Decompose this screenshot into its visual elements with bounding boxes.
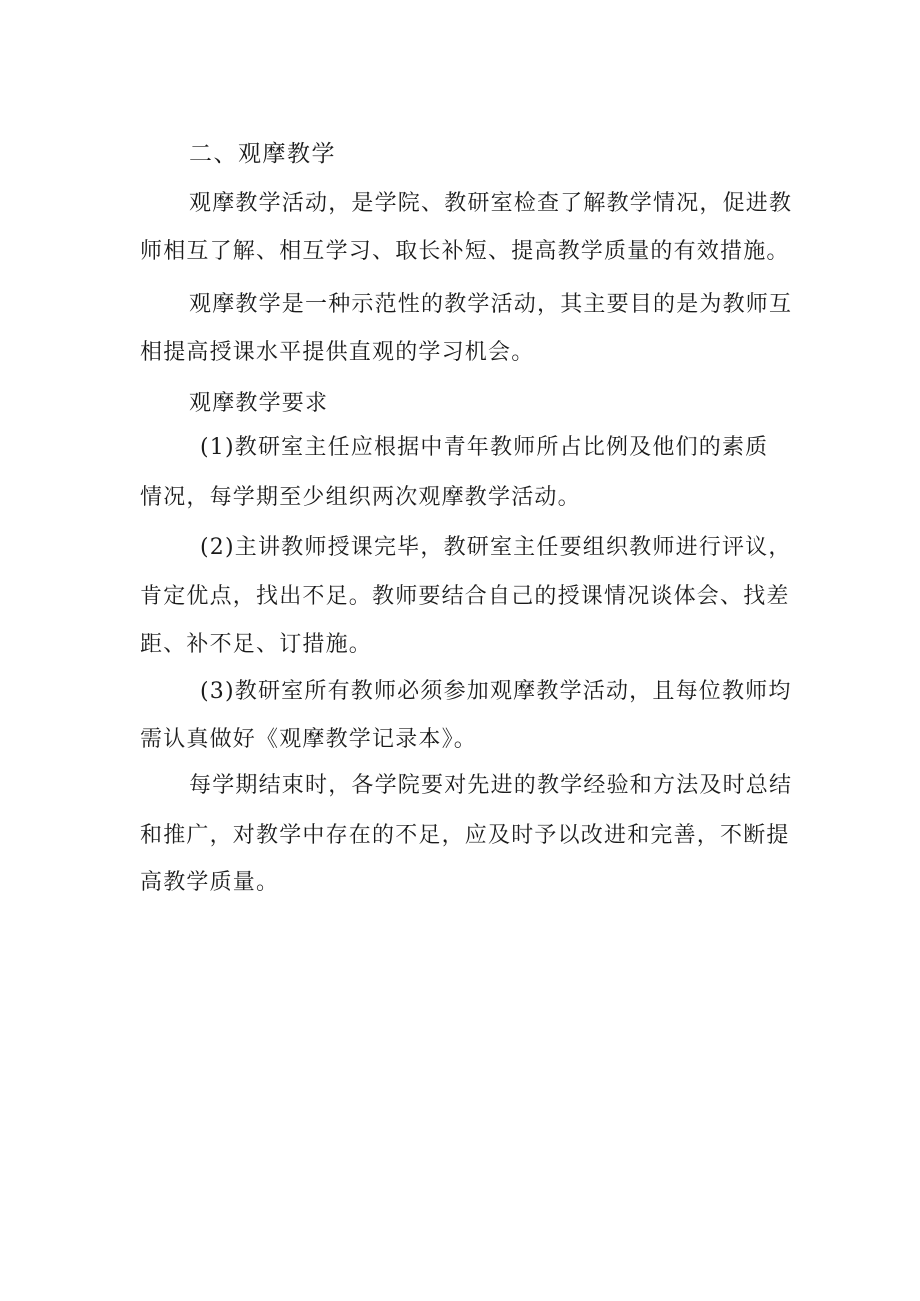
paragraph-1-line-2: 师相互了解、相互学习、取长补短、提高教学质量的有效措施。 <box>140 239 790 264</box>
requirements-title: 观摩教学要求 <box>189 391 329 416</box>
item-3-line-1: (3)教研室所有教师必须参加观摩教学活动，且每位教师均 <box>200 679 792 704</box>
section-heading: 二、观摩教学 <box>189 141 336 167</box>
item-2-line-1: (2)主讲教师授课完毕，教研室主任要组织教师进行评议， <box>200 535 792 560</box>
item-1-line-1: (1)教研室主任应根据中青年教师所占比例及他们的素质 <box>200 435 769 460</box>
paragraph-3-line-2: 和推广，对教学中存在的不足，应及时予以改进和完善，不断提 <box>140 823 790 848</box>
paragraph-3-line-1: 每学期结束时，各学院要对先进的教学经验和方法及时总结 <box>189 773 793 798</box>
paragraph-3-line-3: 高教学质量。 <box>140 870 280 895</box>
item-2-line-3: 距、补不足、订措施。 <box>140 632 373 657</box>
paragraph-1-line-1: 观摩教学活动，是学院、教研室检查了解教学情况，促进教 <box>189 191 793 216</box>
paragraph-2-line-1: 观摩教学是一种示范性的教学活动，其主要目的是为教师互 <box>189 292 793 317</box>
paragraph-2-line-2: 相提高授课水平提供直观的学习机会。 <box>140 340 535 365</box>
item-1-line-2: 情况，每学期至少组织两次观摩教学活动。 <box>140 485 581 510</box>
item-2-line-2: 肯定优点，找出不足。教师要结合自己的授课情况谈体会、找差 <box>140 584 790 609</box>
item-3-line-2: 需认真做好《观摩教学记录本》。 <box>140 727 478 752</box>
